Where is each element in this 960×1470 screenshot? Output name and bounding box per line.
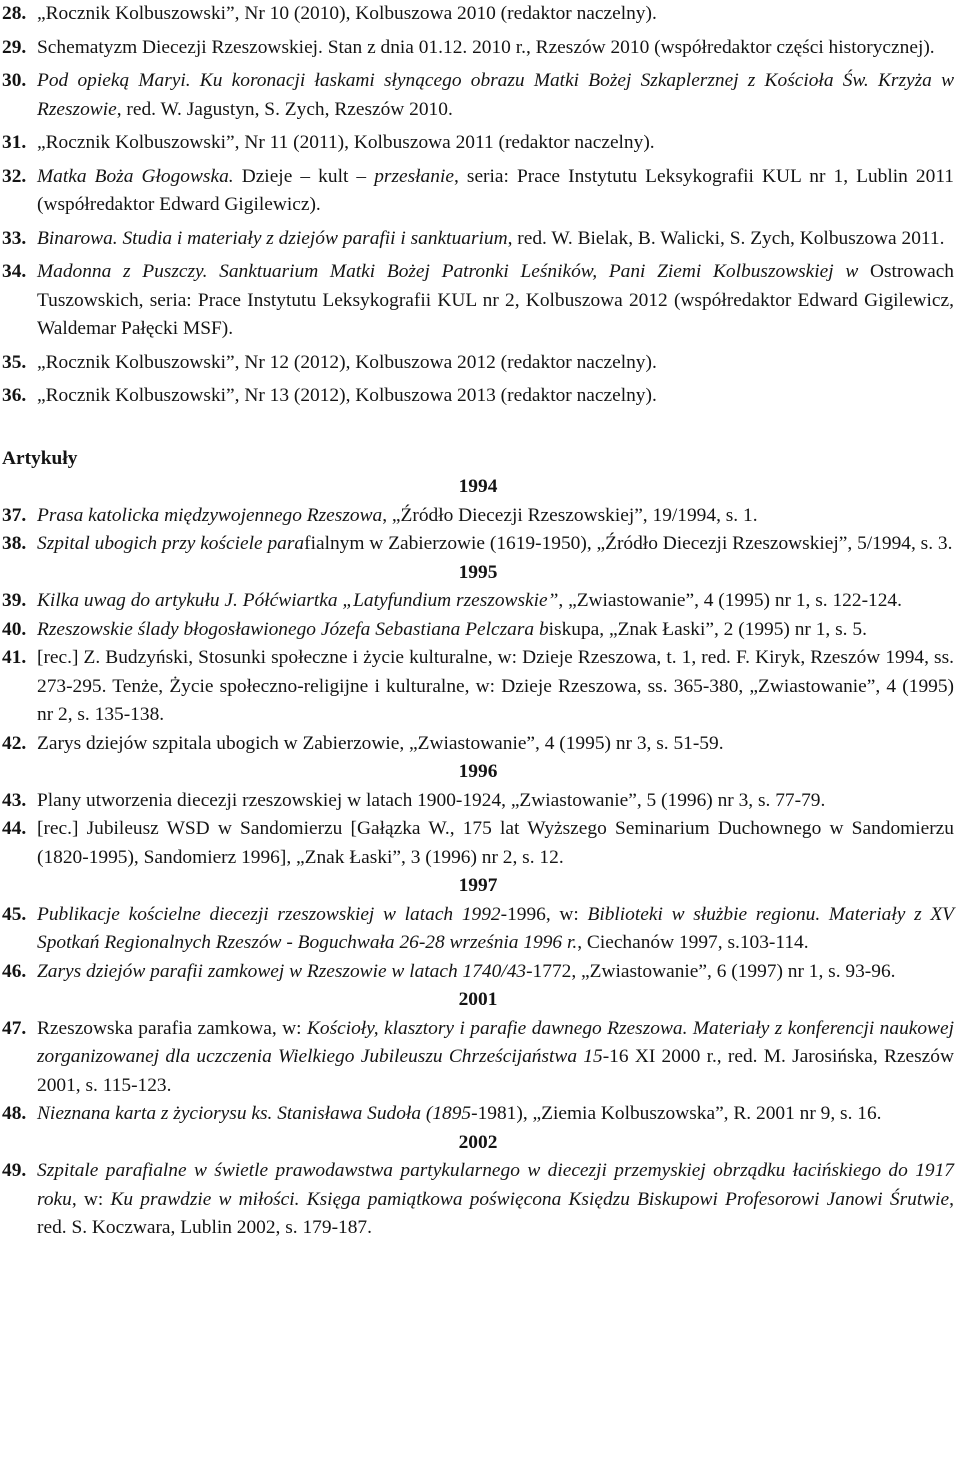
entry-title-italic: Zarys dziejów parafii zamkowej w Rzeszowie w latach 1740/43-	[37, 960, 533, 982]
entry-text: , „Źródło Diecezji Rzeszowskiej”, 19/1994, s. 1.	[382, 504, 758, 526]
entry-text: Plany utworzenia diecezji rzeszowskiej w latach 1900-1924, „Zwiastowanie”, 5 (1996) nr 3, s. 77-79.	[37, 789, 826, 811]
bibliography-entry	[2, 901, 954, 958]
entry-title-italic: Kościoły, klasztory i parafie dawnego Rzeszowa. Materiały z konferencji naukowej zorganizowanej dla uczczenia Wielkiego Jubileuszu Chrześcijaństwa 15-	[37, 1017, 954, 1067]
bibliography-entry	[2, 382, 954, 411]
bibliography-list-articles	[2, 473, 954, 1243]
entry-title-italic: Nieznana karta z życiorysu ks. Stanisława Sudoła (1895-	[37, 1103, 478, 1124]
entry-number: 48.	[2, 1103, 27, 1124]
entry-number: 42.	[2, 732, 27, 754]
entry-number: 30.	[2, 70, 27, 91]
entry-text: fialnym w Zabierzowie (1619-1950), „Źródło Diecezji Rzeszowskiej”, 5/1994, s. 3.	[304, 533, 953, 554]
entry-title-italic: Szpital ubogich przy kościele para	[37, 533, 305, 554]
entry-text: , w:	[71, 1188, 111, 1210]
entry-text: , seria: Prace Instytutu Leksykografii KUL nr 1, Lublin 2011 (współredaktor Edward Gigilewicz).	[37, 165, 954, 215]
entry-text: Schematyzm Diecezji Rzeszowskiej. Stan z dnia 01.12. 2010 r., Rzeszów 2010 (współredaktor części historycznej).	[37, 36, 935, 58]
year-heading: 1994	[458, 476, 498, 497]
bibliography-entry	[2, 225, 954, 254]
entry-number: 44.	[2, 818, 27, 839]
entry-number: 41.	[2, 647, 27, 668]
entry-title-italic: Matka Boża Głogowska.	[37, 165, 234, 187]
entry-number: 29.	[2, 36, 27, 58]
entry-title-italic: Biblioteki w służbie regionu. Materiały z XV Spotkań Regionalnych Rzeszów - Boguchwała 26-28 września 1996 r.	[37, 903, 955, 953]
entry-text: Zarys dziejów szpitala ubogich w Zabierzowie, „Zwiastowanie”, 4 (1995) nr 3, s. 51-59.	[37, 732, 724, 754]
year-heading: 1995	[458, 561, 498, 583]
bibliography-entry	[2, 958, 954, 987]
entry-text: , red. S. Koczwara, Lublin 2002, s. 179-187.	[37, 1188, 954, 1238]
entry-title-italic: przesłanie	[374, 165, 454, 187]
entry-number: 43.	[2, 789, 27, 811]
entry-number: 37.	[2, 504, 27, 526]
entry-number: 39.	[2, 590, 27, 611]
entry-text: „Rocznik Kolbuszowski”, Nr 11 (2011), Kolbuszowa 2011 (redaktor naczelny).	[37, 132, 655, 153]
year-heading: 2002	[458, 1131, 498, 1153]
bibliography-entry	[2, 530, 954, 559]
entry-title-italic: Szpitale parafialne w świetle prawodawstwa partykularnego w diecezji przemyskiej obrządku łacińskiego do 1917 roku	[37, 1160, 954, 1210]
entry-number: 28.	[2, 3, 27, 24]
bibliography-entry	[2, 1015, 954, 1101]
section-gap	[2, 411, 954, 445]
entry-number: 46.	[2, 960, 27, 982]
bibliography-entry	[2, 815, 954, 872]
entry-text: 16 XI 2000 r., red. M. Jarosińska, Rzeszów 2001, s. 115-123.	[37, 1046, 954, 1096]
entry-number: 40.	[2, 618, 27, 640]
entry-title-italic: Binarowa. Studia i materiały z dziejów parafii i sanktuarium	[37, 227, 508, 249]
year-heading: 1996	[458, 761, 498, 782]
bibliography-entry	[2, 34, 954, 63]
entry-title-italic: Rzeszowskie ślady błogosławionego Józefa Sebastiana Pelczara b	[37, 618, 549, 640]
entry-title-italic: Publikacje kościelne diecezji rzeszowskiej w latach 1992-	[37, 903, 508, 925]
entry-number: 34.	[2, 261, 27, 282]
entry-text: Rzeszowska parafia zamkowa, w:	[37, 1017, 307, 1039]
entry-number: 45.	[2, 903, 27, 925]
entry-title-italic: Prasa katolicka międzywojennego Rzeszowa	[37, 504, 383, 526]
entry-text: [rec.] Jubileusz WSD w Sandomierzu [Gałązka W., 175 lat Wyższego Seminarium Duchownego w Sandomierzu (1820-1995), Sandomierz 1996], „Znak Łaski”, 3 (1996) nr 2, s. 12.	[37, 818, 954, 868]
bibliography-entry	[2, 730, 954, 759]
bibliography-entry	[2, 644, 954, 730]
bibliography-entry	[2, 787, 954, 816]
bibliography-entry	[2, 502, 954, 531]
entry-text: Ostrowach Tuszowskich, seria: Prace Instytutu Leksykografii KUL nr 2, Kolbuszowa 2012 (współredaktor Edward Gigilewicz, Waldemar Pałęcki MSF).	[37, 261, 954, 339]
bibliography-entry	[2, 67, 954, 124]
entry-text: [rec.] Z. Budzyński, Stosunki społeczne i życie kulturalne, w: Dzieje Rzeszowa, t. 1, red. F. Kiryk, Rzeszów 1994, ss. 273-295. Tenże, Życie społeczno-religijne i kulturalne, w: Dzieje Rzeszowa, ss. 365-380, „Zwiastowanie”, 4 (1995) nr 2, s. 135-138.	[37, 647, 954, 725]
entry-text: 1981), „Ziemia Kolbuszowska”, R. 2001 nr 9, s. 16.	[477, 1103, 882, 1124]
bibliography-entry	[2, 1157, 954, 1243]
bibliography-entry	[2, 587, 954, 616]
bibliography-entry	[2, 1100, 954, 1129]
entry-text: , „Zwiastowanie”, 4 (1995) nr 1, s. 122-124.	[558, 590, 902, 611]
entry-text: 1772, „Zwiastowanie”, 6 (1997) nr 1, s. 93-96.	[532, 960, 896, 982]
bibliography-entry	[2, 163, 954, 220]
year-heading: 2001	[458, 989, 498, 1010]
entry-text: „Rocznik Kolbuszowski”, Nr 13 (2012), Kolbuszowa 2013 (redaktor naczelny).	[37, 385, 657, 406]
entry-text: , Ciechanów 1997, s.103-114.	[577, 932, 809, 953]
entry-text: Dzieje – kult –	[233, 165, 375, 187]
entry-text: 1996, w:	[507, 903, 588, 925]
entry-number: 47.	[2, 1017, 27, 1039]
bibliography-entry	[2, 616, 954, 645]
entry-text: „Rocznik Kolbuszowski”, Nr 10 (2010), Kolbuszowa 2010 (redaktor naczelny).	[37, 3, 657, 24]
entry-title-italic: Madonna z Puszczy. Sanktuarium Matki Bożej Patronki Leśników, Pani Ziemi Kolbuszowskiej w	[37, 261, 859, 282]
entry-title-italic: Pod opieką Maryi. Ku koronacji łaskami słynącego obrazu Matki Bożej Szkaplerznej z Kościoła Św. Krzyża w Rzeszowie	[37, 70, 954, 120]
entry-number: 36.	[2, 385, 27, 406]
entry-text: , red. W. Jagustyn, S. Zych, Rzeszów 2010.	[116, 98, 453, 120]
entry-number: 38.	[2, 533, 27, 554]
section-title: Artykuły	[2, 447, 78, 469]
bibliography-entry	[2, 129, 954, 158]
bibliography-entry	[2, 349, 954, 378]
bibliography-entry	[2, 0, 954, 29]
entry-number: 33.	[2, 227, 27, 249]
bibliography-entry	[2, 258, 954, 344]
entry-number: 32.	[2, 165, 27, 187]
entry-title-italic: Ku prawdzie w miłości. Księga pamiątkowa poświęcona Księdzu Biskupowi Profesorowi Janowi Śrutwie	[110, 1188, 950, 1210]
year-heading: 1997	[458, 875, 498, 896]
entry-number: 35.	[2, 351, 27, 373]
entry-text: iskupa, „Znak Łaski”, 2 (1995) nr 1, s. 5.	[548, 618, 867, 640]
entry-number: 49.	[2, 1160, 27, 1181]
entry-title-italic: Kilka uwag do artykułu J. Półćwiartka „Latyfundium rzeszowskie”	[37, 590, 559, 611]
bibliography-list-books	[2, 0, 954, 411]
entry-number: 31.	[2, 132, 27, 153]
entry-text: , red. W. Bielak, B. Walicki, S. Zych, Kolbuszowa 2011.	[507, 227, 945, 249]
entry-text: „Rocznik Kolbuszowski”, Nr 12 (2012), Kolbuszowa 2012 (redaktor naczelny).	[37, 351, 657, 373]
